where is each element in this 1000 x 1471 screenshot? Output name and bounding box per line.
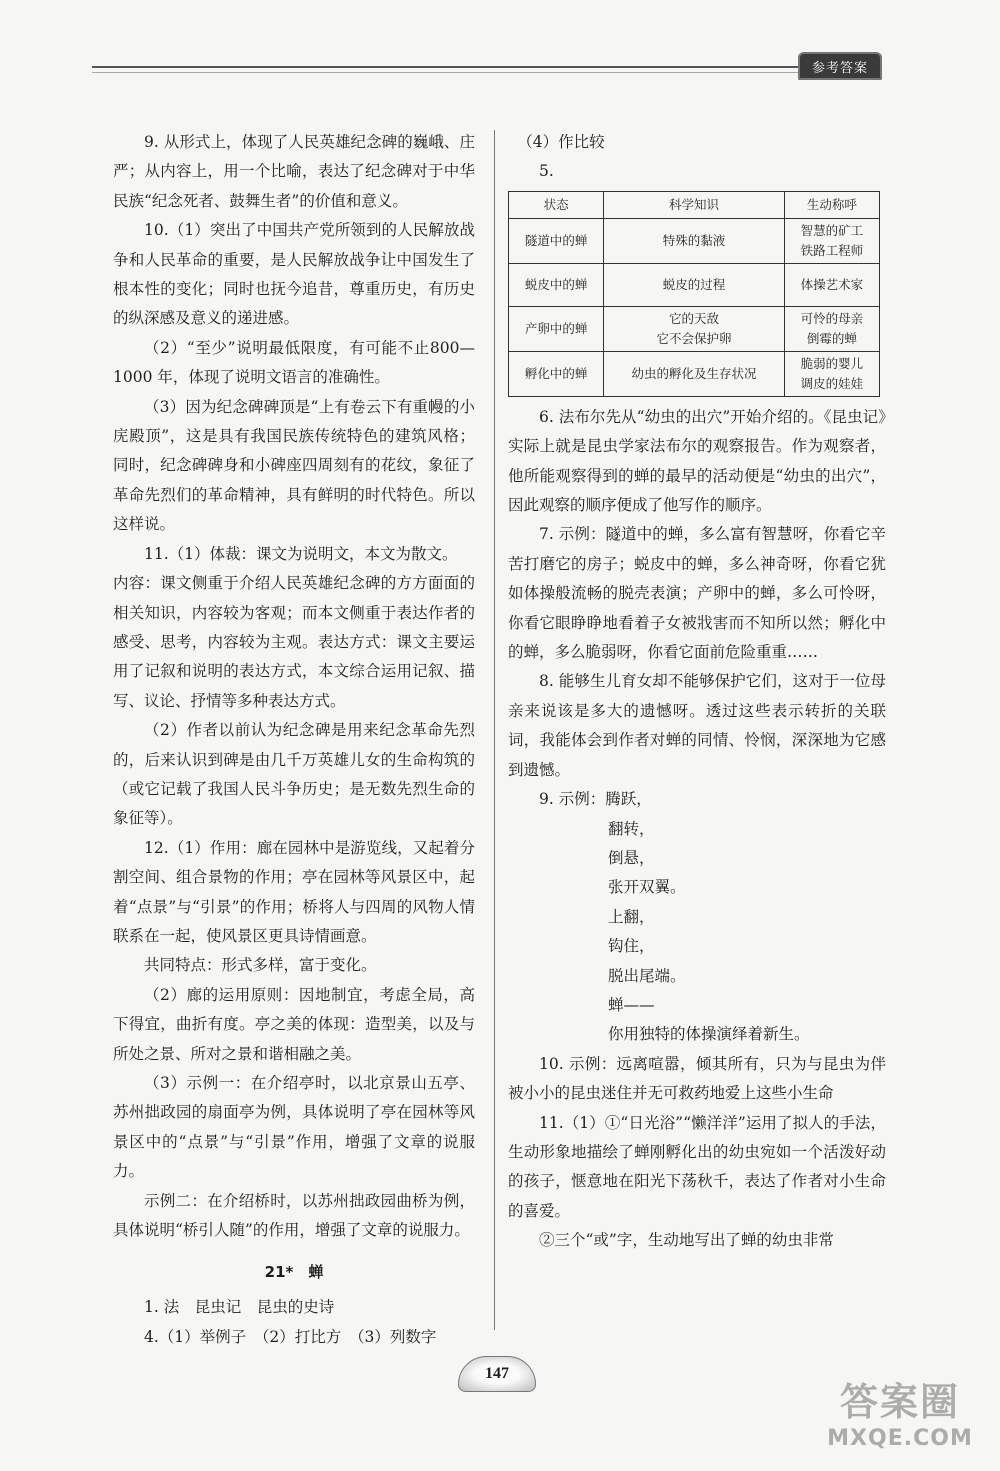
table-cell: 蜕皮的过程 [604,263,785,306]
lesson21-answer-q1: 1. 法 昆虫记 昆虫的史诗 [144,1298,335,1317]
table-cell: 智慧的矿工 铁路工程师 [784,218,879,263]
poem-line: 上翻， [608,907,655,926]
answer-q9-label: 9. 示例：腾跃， [539,790,652,809]
answer-q11-1b: 内容：课文侧重于介绍人民英雄纪念碑的方方面面的相关知识，内容较为客观；而本文侧重于表达作者的感受、思考，内容较为主观。表达方式：课文主要运用了记叙和说明的表达方式，本文综合运用记叙、描写、议论、抒情等多种表达方式。 [113,574,475,710]
table-header-cell: 科学知识 [604,191,785,218]
answer-q12-2: （2）廊的运用原则：因地制宜，考虑全局，高下得宜，曲折有度。亭之美的体现：造型美，以及与所处之景、所对之景和谐相融之美。 [113,985,475,1063]
answer-q12-1a: 12.（1）作用：廊在园林中是游览线，又起着分割空间、组合景物的作用；亭在园林等风景区中，起着“点景”与“引景”的作用；桥将人与四周的风物人情联系在一起，使风景区更具诗情画意。 [113,838,475,945]
table-cell: 体操艺术家 [784,263,879,306]
table-header-cell: 生动称呼 [784,191,879,218]
answer-q10-2: （2）“至少”说明最低限度，有可能不止800—1000 年，体现了说明文语言的准确性。 [113,338,475,387]
answer-q11-2: （2）作者以前认为纪念碑是用来纪念革命先烈的，后来认识到碑是由几千万英雄儿女的生命构筑的（或它记载了我国人民斗争历史；是无数先烈生命的象征等）。 [113,721,475,828]
table-row [509,218,880,263]
table-header-cell: 状态 [509,191,604,218]
answer-q11-2: ②三个“或”字，生动地写出了蝉的幼虫非常 [539,1231,834,1250]
section-tab: 参考答案 [798,52,882,80]
lesson21-answer-q4: 4.（1）举例子 （2）打比方 （3）列数字 [144,1327,437,1346]
table-cell: 可怜的母亲 倒霉的蝉 [784,306,879,351]
answer-q11-1a: 11.（1）体裁：课文为说明文，本文为散文。 [144,544,458,563]
table-cell: 特殊的黏液 [604,218,785,263]
header-rule-thin [92,72,800,73]
table-cell: 蜕皮中的蝉 [509,263,604,306]
poem-lines [608,815,886,1050]
table-cell: 孵化中的蝉 [509,351,604,396]
answer-q10-1: 10.（1）突出了中国共产党所领到的人民解放战争和人民革命的重要，是人民解放战争让中国发生了根本性的变化；同时也抚今追昔，尊重历史，有历史的纵深感及意义的递进感。 [113,221,475,328]
table-cell: 隧道中的蝉 [509,218,604,263]
right-column [508,128,902,1256]
poem-line: 蝉—— [608,995,655,1014]
table-cell: 脆弱的婴儿 调皮的娃娃 [784,351,879,396]
table-header-row [509,191,880,218]
table-row [509,306,880,351]
answer-q6: 6. 法布尔先从“幼虫的出穴”开始介绍的。《昆虫记》实际上就是昆虫学家法布尔的观察报告。作为观察者，他所能观察得到的蝉的最早的活动便是“幼虫的出穴”，因此观察的顺序便成了他写作的顺序。 [508,407,886,515]
answer-q11-1: 11.（1）①“日光浴”“懒洋洋”运用了拟人的手法，生动形象地描绘了蝉刚孵化出的幼虫宛如一个活泼好动的孩子，惬意地在阳光下荡秋千，表达了作者对小生命的喜爱。 [508,1113,886,1220]
answer-q9: 9. 从形式上，体现了人民英雄纪念碑的巍峨、庄严；从内容上，用一个比喻，表达了纪念碑对于中华民族“纪念死者、鼓舞生者”的价值和意义。 [113,133,475,210]
lesson-title: 21* 蝉 [264,1263,324,1282]
table-cell: 它的天敌 它不会保护卵 [604,306,785,351]
table-row [509,351,880,396]
watermark-url: MXQE.COM [827,1426,973,1451]
table-row [509,263,880,306]
poem-line: 钩住， [608,937,655,956]
poem-line: 张开双翼。 [608,878,686,897]
watermark [810,1371,990,1461]
answer-q10-3: （3）因为纪念碑碑顶是“上有卷云下有重幔的小庑殿顶”，这是具有我国民族传统特色的建筑风格；同时，纪念碑碑身和小碑座四周刻有的花纹，象征了革命先烈们的革命精神，具有鲜明的时代特色。所以这样说。 [113,397,475,534]
answer-q7: 7. 示例：隧道中的蝉，多么富有智慧呀，你看它辛苦打磨它的房子；蜕皮中的蝉，多么神奇呀，你看它犹如体操般流畅的脱壳表演；产卵中的蝉，多么可怜呀，你看它眼睁睁地看着子女被戕害而不知所以然；孵化中的蝉，多么脆弱呀，你看它面前危险重重…… [508,525,886,662]
page-number: 147 [458,1356,536,1392]
answer-q12-3: （3）示例一：在介绍亭时，以北京景山五亭、苏州拙政园的扇面亭为例，具体说明了亭在园林等风景区中的“点景”与“引景”作用，增强了文章的说服力。 [113,1074,475,1181]
poem-line: 倒悬， [608,848,655,867]
table-cell: 产卵中的蝉 [509,306,604,351]
watermark-logo: 答案圈 [839,1380,960,1424]
table-cell: 幼虫的孵化及生存状况 [604,351,785,396]
left-column [113,128,475,1352]
answer-q12-example2: 示例二：在介绍桥时，以苏州拙政园曲桥为例，具体说明“桥引人随”的作用，增强了文章的说服力。 [113,1191,475,1240]
answer-q12-1b: 共同特点：形式多样，富于变化。 [144,956,377,975]
poem-line: 你用独特的体操演绎着新生。 [608,1025,810,1044]
header-rule [92,66,800,68]
cicada-table [508,191,880,397]
answer-q10: 10. 示例：远离喧嚣，倾其所有，只为与昆虫为伴 被小小的昆虫迷住并无可救药地爱上这些小生命 [508,1054,902,1103]
poem-line: 翻转， [608,819,655,838]
answer-q5-label: 5. [539,162,554,181]
answer-q4-4: （4）作比较 [517,133,605,151]
answer-q8: 8. 能够生儿育女却不能够保护它们，这对于一位母亲来说该是多大的遗憾呀。透过这些表示转折的关联词，我能体会到作者对蝉的同情、怜悯，深深地为它感到遗憾。 [508,672,886,779]
poem-line: 脱出尾端。 [608,966,686,985]
column-divider [494,130,495,1330]
